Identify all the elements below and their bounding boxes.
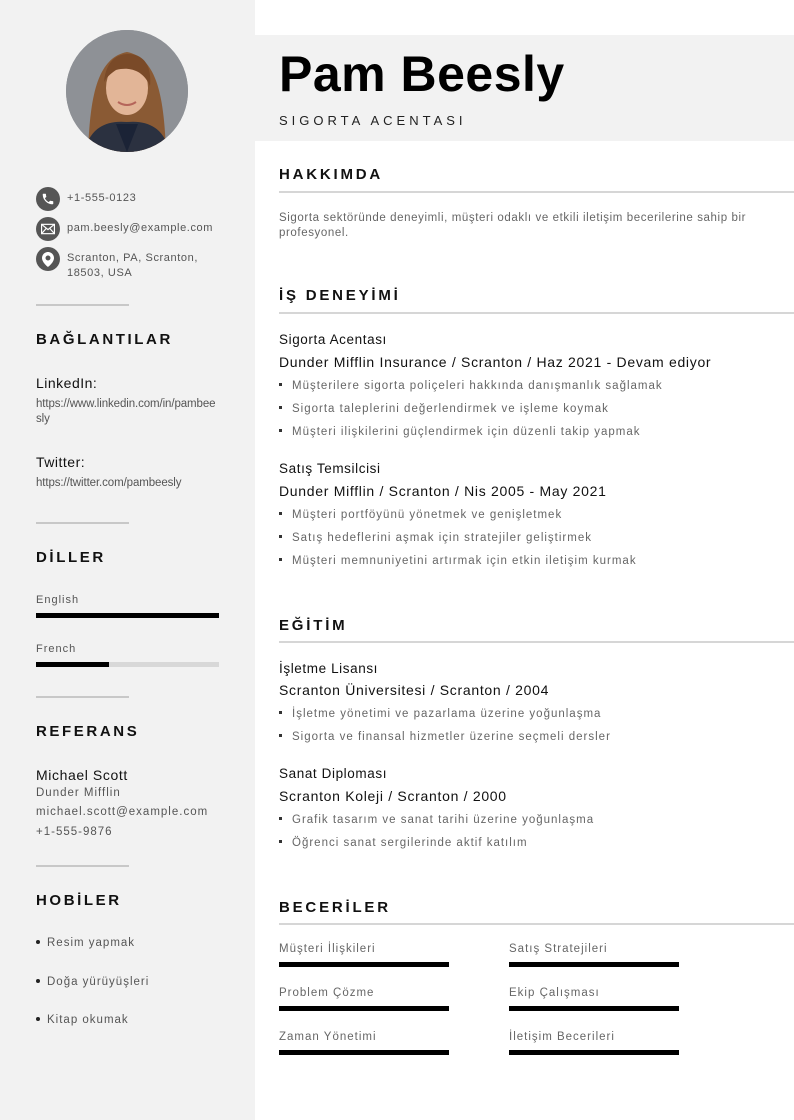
hobby-item [36,976,149,988]
hobbies-title: HOBİLER [36,892,122,909]
phone-text[interactable]: +1-555-0123 [67,192,137,204]
degree-title: İşletme Lisansı [279,661,379,676]
skill-level-fill [509,1050,679,1055]
job-bullet [279,532,592,544]
experience-title: İŞ DENEYİMİ [279,287,401,304]
education-title: EĞİTİM [279,617,348,634]
skill-name: Zaman Yönetimi [279,1031,377,1043]
sidebar-divider [36,304,129,306]
skill-level-bar [279,962,449,967]
sidebar-divider [36,522,129,524]
profile-role: SIGORTA ACENTASI [279,113,467,128]
degree-bullet [279,708,601,720]
bullet-text: Müşteri ilişkilerini güçlendirmek için düzenli takip yapmak [292,426,641,438]
language-name: English [36,594,80,606]
skill-name: İletişim Becerileri [509,1031,615,1043]
address-line-1: Scranton, PA, Scranton, [67,252,198,264]
degree-bullet [279,837,528,849]
degree-bullet [279,731,611,743]
contact-address [36,247,236,281]
skill-level-fill [509,1006,679,1011]
degree-bullet [279,814,594,826]
profile-photo [66,30,188,152]
hobby-item [36,1014,129,1026]
job-title: Satış Temsilcisi [279,461,381,476]
hobby-text: Doğa yürüyüşleri [47,976,150,988]
reference-name: Michael Scott [36,767,128,783]
phone-icon [36,187,60,211]
bullet-square-icon [279,406,282,409]
about-text: Sigorta sektöründe deneyimli, müşteri odaklı ve etkili iletişim becerilerine sahip bir profesyonel. [279,212,747,239]
sidebar-divider [36,865,129,867]
section-rule [279,191,794,193]
bullet-dot-icon [36,1017,40,1021]
language-level-fill [36,613,219,618]
reference-company: Dunder Mifflin [36,787,121,799]
bullet-square-icon [279,817,282,820]
bullet-text: Satış hedeflerini aşmak için stratejiler geliştirmek [292,532,592,544]
skill-level-fill [279,962,449,967]
skill-level-fill [279,1050,449,1055]
language-level-bar [36,662,219,667]
bullet-square-icon [279,535,282,538]
skill-level-fill [279,1006,449,1011]
bullet-dot-icon [36,940,40,944]
about-title: HAKKIMDA [279,166,384,183]
address-line-2: 18503, USA [67,267,133,279]
degree-subtitle: Scranton Üniversitesi / Scranton / 2004 [279,682,550,698]
profile-name: Pam Beesly [279,46,565,102]
contact-phone [36,187,236,211]
bullet-text: Grafik tasarım ve sanat tarihi üzerine yoğunlaşma [292,814,595,826]
bullet-text: Müşteri memnuniyetini artırmak için etkin iletişim kurmak [292,555,637,567]
section-rule [279,923,794,925]
languages-title: DİLLER [36,549,106,566]
reference-phone[interactable]: +1-555-9876 [36,826,113,838]
skill-level-bar [509,1006,679,1011]
bullet-square-icon [279,558,282,561]
degree-title: Sanat Diploması [279,766,388,781]
degree-subtitle: Scranton Koleji / Scranton / 2000 [279,788,507,804]
envelope-icon [36,217,60,241]
skill-name: Problem Çözme [279,987,375,999]
links-title: BAĞLANTILAR [36,331,173,348]
job-subtitle: Dunder Mifflin Insurance / Scranton / Haz 2021 - Devam ediyor [279,354,712,370]
linkedin-url[interactable]: https://www.linkedin.com/in/pambeesly [36,398,216,425]
skill-name: Satış Stratejileri [509,943,608,955]
contact-email [36,217,236,241]
main-content [255,0,794,1120]
job-bullet [279,509,562,521]
bullet-text: Müşteri portföyünü yönetmek ve genişletmek [292,509,563,521]
hobby-item [36,937,135,949]
language-level-bar [36,613,219,618]
bullet-square-icon [279,429,282,432]
language-level-fill [36,662,109,667]
skill-level-fill [509,962,679,967]
address-text [67,247,198,281]
bullet-square-icon [279,711,282,714]
linkedin-label: LinkedIn: [36,375,98,391]
bullet-square-icon [279,734,282,737]
bullet-text: Öğrenci sanat sergilerinde aktif katılım [292,837,528,849]
skill-level-bar [509,1050,679,1055]
skill-name: Müşteri İlişkileri [279,943,376,955]
location-pin-icon [36,247,60,271]
reference-title: REFERANS [36,723,140,740]
section-rule [279,312,794,314]
sidebar-divider [36,696,129,698]
skill-level-bar [509,962,679,967]
twitter-url[interactable]: https://twitter.com/pambeesly [36,477,182,489]
job-bullet [279,403,609,415]
email-text[interactable]: pam.beesly@example.com [67,222,214,234]
bullet-text: Sigorta taleplerini değerlendirmek ve işleme koymak [292,403,609,415]
skill-level-bar [279,1050,449,1055]
job-bullet [279,555,637,567]
bullet-text: Müşterilere sigorta poliçeleri hakkında danışmanlık sağlamak [292,380,663,392]
section-rule [279,641,794,643]
bullet-square-icon [279,512,282,515]
bullet-dot-icon [36,979,40,983]
reference-email[interactable]: michael.scott@example.com [36,806,209,818]
twitter-label: Twitter: [36,454,86,470]
hobby-text: Kitap okumak [47,1014,129,1026]
hobby-text: Resim yapmak [47,937,136,949]
skill-level-bar [279,1006,449,1011]
bullet-square-icon [279,840,282,843]
language-name: French [36,643,77,655]
bullet-square-icon [279,383,282,386]
job-title: Sigorta Acentası [279,332,387,347]
job-bullet [279,380,663,392]
skill-name: Ekip Çalışması [509,987,600,999]
skills-title: BECERİLER [279,899,391,916]
bullet-text: Sigorta ve finansal hizmetler üzerine seçmeli dersler [292,731,611,743]
sidebar [0,0,255,1120]
job-bullet [279,426,641,438]
job-subtitle: Dunder Mifflin / Scranton / Nis 2005 - May 2021 [279,483,607,499]
bullet-text: İşletme yönetimi ve pazarlama üzerine yoğunlaşma [292,708,602,720]
